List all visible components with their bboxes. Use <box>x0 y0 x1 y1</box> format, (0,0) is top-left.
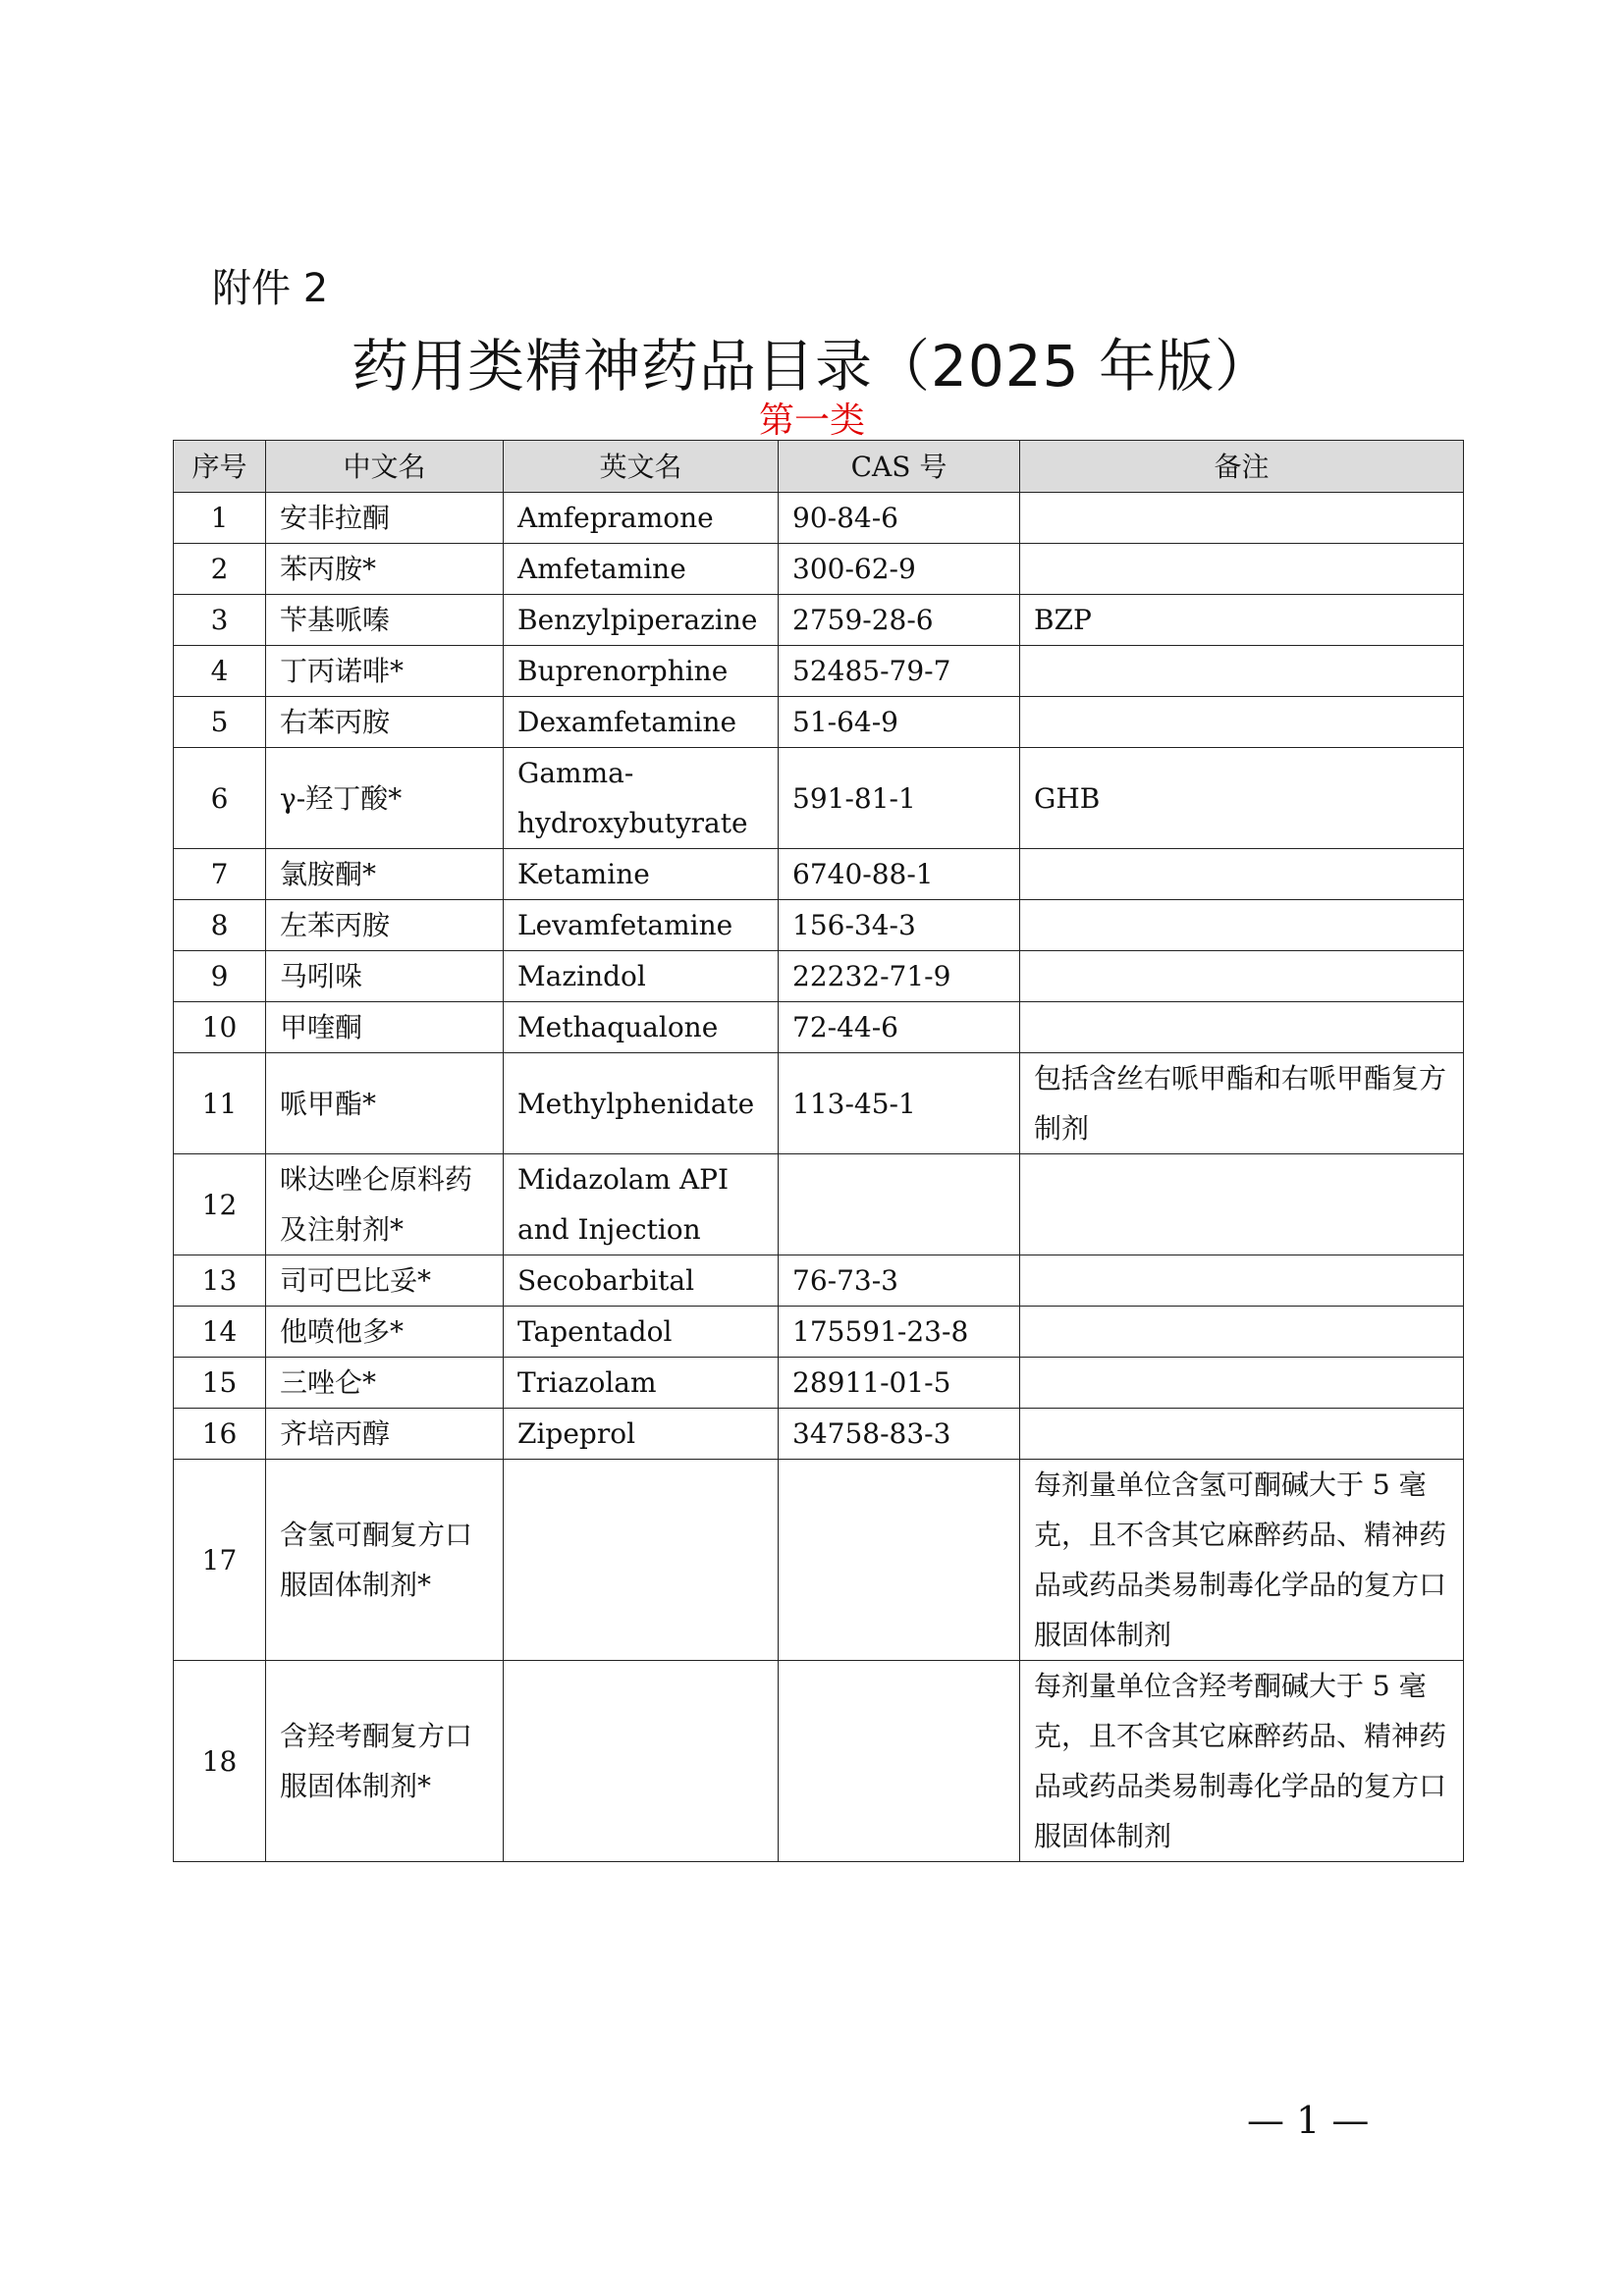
drug-table <box>173 440 1464 1862</box>
remarks-cell <box>1020 1307 1464 1358</box>
english-name-cell: Tapentadol <box>504 1307 779 1358</box>
table-row <box>174 697 1464 748</box>
remarks-cell: GHB <box>1020 748 1464 849</box>
chinese-name-cell: 左苯丙胺 <box>266 900 504 951</box>
english-name-cell <box>504 1460 779 1661</box>
table-row <box>174 595 1464 646</box>
row-number-cell: 2 <box>174 544 266 595</box>
row-number-cell: 17 <box>174 1460 266 1661</box>
cas-number-cell: 72-44-6 <box>779 1002 1020 1053</box>
cas-number-cell: 76-73-3 <box>779 1255 1020 1307</box>
row-number-cell: 13 <box>174 1255 266 1307</box>
header-english-name: 英文名 <box>504 441 779 493</box>
chinese-name-cell: 苯丙胺* <box>266 544 504 595</box>
chinese-name-cell: 含羟考酮复方口服固体制剂* <box>266 1661 504 1862</box>
remarks-cell: 每剂量单位含羟考酮碱大于 5 毫克，且不含其它麻醉药品、精神药品或药品类易制毒化学品的复方口服固体制剂 <box>1020 1661 1464 1862</box>
chinese-name-cell: 哌甲酯* <box>266 1053 504 1154</box>
cas-number-cell: 51-64-9 <box>779 697 1020 748</box>
cas-number-cell <box>779 1661 1020 1862</box>
document-title: 药用类精神药品目录（2025 年版） <box>351 333 1273 400</box>
cas-number-cell: 2759-28-6 <box>779 595 1020 646</box>
cas-number-cell: 52485-79-7 <box>779 646 1020 697</box>
chinese-name-cell: 司可巴比妥* <box>266 1255 504 1307</box>
remarks-cell <box>1020 1255 1464 1307</box>
cas-number-cell: 28911-01-5 <box>779 1358 1020 1409</box>
chinese-name-cell: 含氢可酮复方口服固体制剂* <box>266 1460 504 1661</box>
remarks-cell <box>1020 1154 1464 1255</box>
chinese-name-cell: 甲喹酮 <box>266 1002 504 1053</box>
table-row <box>174 1002 1464 1053</box>
row-number-cell: 12 <box>174 1154 266 1255</box>
english-name-cell: Secobarbital <box>504 1255 779 1307</box>
row-number-cell: 18 <box>174 1661 266 1862</box>
table-header-row <box>174 441 1464 493</box>
remarks-cell: 包括含丝右哌甲酯和右哌甲酯复方制剂 <box>1020 1053 1464 1154</box>
row-number-cell: 3 <box>174 595 266 646</box>
row-number-cell: 4 <box>174 646 266 697</box>
remarks-cell <box>1020 951 1464 1002</box>
table-row <box>174 1053 1464 1154</box>
row-number-cell: 8 <box>174 900 266 951</box>
table-row <box>174 900 1464 951</box>
row-number-cell: 1 <box>174 493 266 544</box>
chinese-name-cell: 马吲哚 <box>266 951 504 1002</box>
row-number-cell: 9 <box>174 951 266 1002</box>
cas-number-cell: 113-45-1 <box>779 1053 1020 1154</box>
attachment-label: 附件 2 <box>212 266 329 311</box>
chinese-name-cell: γ-羟丁酸* <box>266 748 504 849</box>
chinese-name-cell: 丁丙诺啡* <box>266 646 504 697</box>
table-row <box>174 493 1464 544</box>
header-chinese-name: 中文名 <box>266 441 504 493</box>
cas-number-cell: 591-81-1 <box>779 748 1020 849</box>
header-no: 序号 <box>174 441 266 493</box>
remarks-cell: 每剂量单位含氢可酮碱大于 5 毫克，且不含其它麻醉药品、精神药品或药品类易制毒化学品的复方口服固体制剂 <box>1020 1460 1464 1661</box>
remarks-cell <box>1020 697 1464 748</box>
cas-number-cell: 22232-71-9 <box>779 951 1020 1002</box>
english-name-cell: Amfepramone <box>504 493 779 544</box>
row-number-cell: 11 <box>174 1053 266 1154</box>
chinese-name-cell: 苄基哌嗪 <box>266 595 504 646</box>
remarks-cell <box>1020 646 1464 697</box>
cas-number-cell <box>779 1460 1020 1661</box>
cas-number-cell: 300-62-9 <box>779 544 1020 595</box>
table-row <box>174 646 1464 697</box>
remarks-cell: BZP <box>1020 595 1464 646</box>
table-row <box>174 544 1464 595</box>
chinese-name-cell: 他喷他多* <box>266 1307 504 1358</box>
cas-number-cell: 175591-23-8 <box>779 1307 1020 1358</box>
english-name-cell <box>504 1661 779 1862</box>
cas-number-cell: 90-84-6 <box>779 493 1020 544</box>
cas-number-cell: 6740-88-1 <box>779 849 1020 900</box>
english-name-cell: Methaqualone <box>504 1002 779 1053</box>
english-name-cell: Amfetamine <box>504 544 779 595</box>
chinese-name-cell: 安非拉酮 <box>266 493 504 544</box>
table-row <box>174 1409 1464 1460</box>
table-row <box>174 951 1464 1002</box>
table-row <box>174 1154 1464 1255</box>
table-row <box>174 849 1464 900</box>
cas-number-cell: 156-34-3 <box>779 900 1020 951</box>
remarks-cell <box>1020 1409 1464 1460</box>
cas-number-cell: 34758-83-3 <box>779 1409 1020 1460</box>
remarks-cell <box>1020 493 1464 544</box>
header-cas-number: CAS 号 <box>779 441 1020 493</box>
chinese-name-cell: 齐培丙醇 <box>266 1409 504 1460</box>
english-name-cell: Dexamfetamine <box>504 697 779 748</box>
row-number-cell: 6 <box>174 748 266 849</box>
remarks-cell <box>1020 1002 1464 1053</box>
remarks-cell <box>1020 1358 1464 1409</box>
english-name-cell: Benzylpiperazine <box>504 595 779 646</box>
chinese-name-cell: 氯胺酮* <box>266 849 504 900</box>
english-name-cell: Levamfetamine <box>504 900 779 951</box>
english-name-cell: Ketamine <box>504 849 779 900</box>
english-name-cell: Gamma-hydroxybutyrate <box>504 748 779 849</box>
category-heading: 第一类 <box>758 400 865 441</box>
remarks-cell <box>1020 544 1464 595</box>
page-number: — 1 — <box>1247 2099 1370 2142</box>
row-number-cell: 16 <box>174 1409 266 1460</box>
chinese-name-cell: 右苯丙胺 <box>266 697 504 748</box>
chinese-name-cell: 咪达唑仑原料药及注射剂* <box>266 1154 504 1255</box>
row-number-cell: 14 <box>174 1307 266 1358</box>
row-number-cell: 15 <box>174 1358 266 1409</box>
english-name-cell: Midazolam API and Injection <box>504 1154 779 1255</box>
english-name-cell: Buprenorphine <box>504 646 779 697</box>
chinese-name-cell: 三唑仑* <box>266 1358 504 1409</box>
table-row <box>174 1255 1464 1307</box>
remarks-cell <box>1020 900 1464 951</box>
english-name-cell: Methylphenidate <box>504 1053 779 1154</box>
table-row <box>174 1358 1464 1409</box>
remarks-cell <box>1020 849 1464 900</box>
header-remarks: 备注 <box>1020 441 1464 493</box>
english-name-cell: Zipeprol <box>504 1409 779 1460</box>
cas-number-cell <box>779 1154 1020 1255</box>
row-number-cell: 10 <box>174 1002 266 1053</box>
english-name-cell: Mazindol <box>504 951 779 1002</box>
table-row <box>174 1460 1464 1661</box>
table-row <box>174 748 1464 849</box>
table-row <box>174 1661 1464 1862</box>
english-name-cell: Triazolam <box>504 1358 779 1409</box>
row-number-cell: 7 <box>174 849 266 900</box>
table-row <box>174 1307 1464 1358</box>
row-number-cell: 5 <box>174 697 266 748</box>
